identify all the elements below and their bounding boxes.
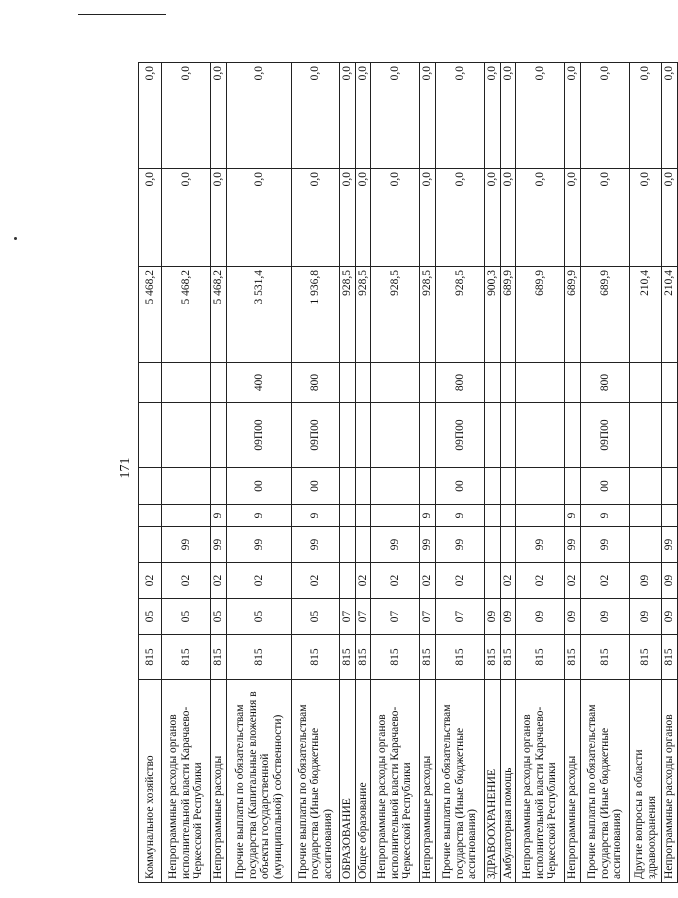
type-code bbox=[516, 363, 565, 403]
grbs-code: 815 bbox=[500, 635, 516, 680]
subsection-code: 02 bbox=[162, 563, 211, 599]
amount-year2: 0,0 bbox=[355, 169, 371, 267]
section-code: 09 bbox=[630, 599, 662, 635]
subprogram-code bbox=[162, 505, 211, 527]
program-code: 99 bbox=[581, 527, 630, 563]
amount-year3: 0,0 bbox=[292, 63, 340, 169]
amount-year3: 0,0 bbox=[436, 63, 485, 169]
type-code bbox=[662, 363, 678, 403]
direction-code bbox=[565, 468, 581, 505]
amount-year3: 0,0 bbox=[581, 63, 630, 169]
expense-code bbox=[340, 403, 356, 468]
subprogram-code bbox=[355, 505, 371, 527]
row-name: Непрограммные расходы органов bbox=[662, 680, 678, 883]
amount-year2: 0,0 bbox=[139, 169, 162, 267]
amount-year3: 0,0 bbox=[371, 63, 420, 169]
table-row bbox=[227, 63, 292, 883]
grbs-code: 815 bbox=[662, 635, 678, 680]
type-code bbox=[565, 363, 581, 403]
expense-code bbox=[500, 403, 516, 468]
subsection-code: 02 bbox=[355, 563, 371, 599]
direction-code bbox=[355, 468, 371, 505]
section-code: 07 bbox=[420, 599, 436, 635]
table-row bbox=[139, 63, 162, 883]
amount-year2: 0,0 bbox=[162, 169, 211, 267]
type-code: 800 bbox=[436, 363, 485, 403]
amount-year2: 0,0 bbox=[485, 169, 501, 267]
row-name: Непрограммные расходы органов исполнительной власти Карачаево-Черкесской Республики bbox=[516, 680, 565, 883]
subsection-code: 02 bbox=[436, 563, 485, 599]
program-code bbox=[630, 527, 662, 563]
page-number: 171 bbox=[118, 457, 133, 479]
amount-year3: 0,0 bbox=[227, 63, 292, 169]
amount-year1: 1 936,8 bbox=[292, 267, 340, 363]
subsection-code: 02 bbox=[211, 563, 227, 599]
subprogram-code: 9 bbox=[227, 505, 292, 527]
subsection-code: 09 bbox=[662, 563, 678, 599]
expense-code: 09П00 bbox=[436, 403, 485, 468]
grbs-code: 815 bbox=[162, 635, 211, 680]
grbs-code: 815 bbox=[211, 635, 227, 680]
program-code bbox=[485, 527, 501, 563]
amount-year3: 0,0 bbox=[485, 63, 501, 169]
row-name: Общее образование bbox=[355, 680, 371, 883]
amount-year1: 928,5 bbox=[371, 267, 420, 363]
table-row bbox=[436, 63, 485, 883]
row-name: Прочие выплаты по обязательствам государства (Иные бюджетные ассигнования) bbox=[581, 680, 630, 883]
amount-year3: 0,0 bbox=[420, 63, 436, 169]
program-code bbox=[500, 527, 516, 563]
program-code: 99 bbox=[292, 527, 340, 563]
amount-year3: 0,0 bbox=[630, 63, 662, 169]
direction-code bbox=[420, 468, 436, 505]
amount-year3: 0,0 bbox=[340, 63, 356, 169]
subprogram-code: 9 bbox=[436, 505, 485, 527]
subprogram-code bbox=[662, 505, 678, 527]
expense-code bbox=[139, 403, 162, 468]
amount-year3: 0,0 bbox=[516, 63, 565, 169]
direction-code bbox=[211, 468, 227, 505]
expense-code: 09П00 bbox=[581, 403, 630, 468]
expense-code bbox=[355, 403, 371, 468]
table-row bbox=[565, 63, 581, 883]
expense-code bbox=[211, 403, 227, 468]
direction-code: 00 bbox=[292, 468, 340, 505]
amount-year1: 689,9 bbox=[565, 267, 581, 363]
budget-table bbox=[138, 62, 678, 883]
type-code bbox=[162, 363, 211, 403]
amount-year3: 0,0 bbox=[211, 63, 227, 169]
type-code bbox=[211, 363, 227, 403]
amount-year1: 3 531,4 bbox=[227, 267, 292, 363]
section-code: 09 bbox=[500, 599, 516, 635]
subsection-code bbox=[485, 563, 501, 599]
expense-code bbox=[565, 403, 581, 468]
row-name: Непрограммные расходы органов исполнительной власти Карачаево-Черкесской Республики bbox=[162, 680, 211, 883]
grbs-code: 815 bbox=[227, 635, 292, 680]
amount-year1: 689,9 bbox=[516, 267, 565, 363]
type-code bbox=[340, 363, 356, 403]
amount-year2: 0,0 bbox=[565, 169, 581, 267]
table-row bbox=[420, 63, 436, 883]
row-name: Амбулаторная помощь bbox=[500, 680, 516, 883]
grbs-code: 815 bbox=[436, 635, 485, 680]
direction-code bbox=[662, 468, 678, 505]
program-code: 99 bbox=[371, 527, 420, 563]
section-code: 05 bbox=[292, 599, 340, 635]
program-code bbox=[340, 527, 356, 563]
type-code bbox=[355, 363, 371, 403]
subprogram-code bbox=[139, 505, 162, 527]
program-code: 99 bbox=[516, 527, 565, 563]
program-code: 99 bbox=[436, 527, 485, 563]
type-code: 800 bbox=[581, 363, 630, 403]
amount-year1: 928,5 bbox=[420, 267, 436, 363]
subprogram-code bbox=[371, 505, 420, 527]
subsection-code: 02 bbox=[371, 563, 420, 599]
program-code: 99 bbox=[211, 527, 227, 563]
grbs-code: 815 bbox=[420, 635, 436, 680]
amount-year2: 0,0 bbox=[292, 169, 340, 267]
row-name: ОБРАЗОВАНИЕ bbox=[340, 680, 356, 883]
section-code: 07 bbox=[340, 599, 356, 635]
subsection-code: 02 bbox=[565, 563, 581, 599]
amount-year2: 0,0 bbox=[211, 169, 227, 267]
section-code: 09 bbox=[662, 599, 678, 635]
amount-year2: 0,0 bbox=[340, 169, 356, 267]
table-row bbox=[630, 63, 662, 883]
amount-year2: 0,0 bbox=[371, 169, 420, 267]
subsection-code: 02 bbox=[581, 563, 630, 599]
grbs-code: 815 bbox=[355, 635, 371, 680]
amount-year1: 5 468,2 bbox=[211, 267, 227, 363]
amount-year1: 900,3 bbox=[485, 267, 501, 363]
grbs-code: 815 bbox=[581, 635, 630, 680]
amount-year3: 0,0 bbox=[355, 63, 371, 169]
section-code: 09 bbox=[565, 599, 581, 635]
subprogram-code: 9 bbox=[211, 505, 227, 527]
program-code bbox=[139, 527, 162, 563]
expense-code bbox=[371, 403, 420, 468]
section-code: 05 bbox=[162, 599, 211, 635]
row-name: Прочие выплаты по обязательствам государства (Иные бюджетные ассигнования) bbox=[436, 680, 485, 883]
subsection-code bbox=[340, 563, 356, 599]
subsection-code: 02 bbox=[227, 563, 292, 599]
subprogram-code: 9 bbox=[292, 505, 340, 527]
type-code bbox=[420, 363, 436, 403]
amount-year3: 0,0 bbox=[139, 63, 162, 169]
grbs-code: 815 bbox=[565, 635, 581, 680]
section-code: 05 bbox=[139, 599, 162, 635]
table-row bbox=[581, 63, 630, 883]
expense-code: 09П00 bbox=[292, 403, 340, 468]
type-code bbox=[485, 363, 501, 403]
program-code bbox=[355, 527, 371, 563]
grbs-code: 815 bbox=[139, 635, 162, 680]
row-name: ЗДРАВООХРАНЕНИЕ bbox=[485, 680, 501, 883]
type-code bbox=[139, 363, 162, 403]
direction-code bbox=[485, 468, 501, 505]
row-name: Непрограммные расходы bbox=[420, 680, 436, 883]
section-code: 09 bbox=[581, 599, 630, 635]
subsection-code: 02 bbox=[500, 563, 516, 599]
direction-code: 00 bbox=[581, 468, 630, 505]
direction-code bbox=[516, 468, 565, 505]
amount-year2: 0,0 bbox=[420, 169, 436, 267]
subprogram-code: 9 bbox=[565, 505, 581, 527]
direction-code: 00 bbox=[227, 468, 292, 505]
row-name: Коммунальное хозяйство bbox=[139, 680, 162, 883]
amount-year1: 210,4 bbox=[662, 267, 678, 363]
amount-year2: 0,0 bbox=[436, 169, 485, 267]
grbs-code: 815 bbox=[371, 635, 420, 680]
table-row bbox=[211, 63, 227, 883]
section-code: 09 bbox=[485, 599, 501, 635]
expense-code bbox=[162, 403, 211, 468]
expense-code bbox=[630, 403, 662, 468]
grbs-code: 815 bbox=[516, 635, 565, 680]
amount-year2: 0,0 bbox=[662, 169, 678, 267]
subsection-code: 02 bbox=[292, 563, 340, 599]
subprogram-code bbox=[500, 505, 516, 527]
amount-year1: 5 468,2 bbox=[139, 267, 162, 363]
direction-code bbox=[630, 468, 662, 505]
type-code: 400 bbox=[227, 363, 292, 403]
direction-code bbox=[500, 468, 516, 505]
section-code: 07 bbox=[371, 599, 420, 635]
amount-year3: 0,0 bbox=[500, 63, 516, 169]
table-row bbox=[340, 63, 356, 883]
type-code bbox=[630, 363, 662, 403]
amount-year3: 0,0 bbox=[162, 63, 211, 169]
grbs-code: 815 bbox=[292, 635, 340, 680]
amount-year1: 928,5 bbox=[340, 267, 356, 363]
row-name: Непрограммные расходы bbox=[211, 680, 227, 883]
budget-table-container bbox=[138, 63, 675, 883]
grbs-code: 815 bbox=[630, 635, 662, 680]
row-name: Непрограммные расходы bbox=[565, 680, 581, 883]
amount-year3: 0,0 bbox=[662, 63, 678, 169]
subprogram-code bbox=[516, 505, 565, 527]
table-row bbox=[292, 63, 340, 883]
amount-year2: 0,0 bbox=[516, 169, 565, 267]
table-row bbox=[355, 63, 371, 883]
table-row bbox=[516, 63, 565, 883]
amount-year1: 5 468,2 bbox=[162, 267, 211, 363]
row-name: Непрограммные расходы органов исполнительной власти Карачаево-Черкесской Республики bbox=[371, 680, 420, 883]
section-code: 07 bbox=[355, 599, 371, 635]
amount-year1: 689,9 bbox=[500, 267, 516, 363]
amount-year2: 0,0 bbox=[581, 169, 630, 267]
direction-code: 00 bbox=[436, 468, 485, 505]
header-rule bbox=[78, 14, 166, 15]
amount-year2: 0,0 bbox=[227, 169, 292, 267]
grbs-code: 815 bbox=[485, 635, 501, 680]
section-code: 07 bbox=[436, 599, 485, 635]
amount-year1: 689,9 bbox=[581, 267, 630, 363]
program-code: 99 bbox=[420, 527, 436, 563]
table-row bbox=[662, 63, 678, 883]
direction-code bbox=[371, 468, 420, 505]
table-row bbox=[371, 63, 420, 883]
amount-year1: 928,5 bbox=[355, 267, 371, 363]
subsection-code: 02 bbox=[139, 563, 162, 599]
expense-code bbox=[516, 403, 565, 468]
subprogram-code bbox=[485, 505, 501, 527]
expense-code bbox=[485, 403, 501, 468]
scan-speck bbox=[14, 237, 17, 240]
expense-code: 09П00 bbox=[227, 403, 292, 468]
direction-code bbox=[340, 468, 356, 505]
program-code: 99 bbox=[662, 527, 678, 563]
row-name: Прочие выплаты по обязательствам государства (Иные бюджетные ассигнования) bbox=[292, 680, 340, 883]
section-code: 05 bbox=[227, 599, 292, 635]
program-code: 99 bbox=[162, 527, 211, 563]
subprogram-code: 9 bbox=[420, 505, 436, 527]
subsection-code: 02 bbox=[516, 563, 565, 599]
table-body bbox=[139, 63, 678, 883]
program-code: 99 bbox=[227, 527, 292, 563]
table-row bbox=[162, 63, 211, 883]
row-name: Другие вопросы в области здравоохранения bbox=[630, 680, 662, 883]
amount-year1: 928,5 bbox=[436, 267, 485, 363]
table-row bbox=[485, 63, 501, 883]
section-code: 09 bbox=[516, 599, 565, 635]
type-code bbox=[371, 363, 420, 403]
section-code: 05 bbox=[211, 599, 227, 635]
subsection-code: 02 bbox=[420, 563, 436, 599]
type-code bbox=[500, 363, 516, 403]
row-name: Прочие выплаты по обязательствам государства (Капитальные вложения в объекты государственной (муниципальной) собственности) bbox=[227, 680, 292, 883]
subsection-code: 09 bbox=[630, 563, 662, 599]
amount-year2: 0,0 bbox=[500, 169, 516, 267]
amount-year1: 210,4 bbox=[630, 267, 662, 363]
direction-code bbox=[162, 468, 211, 505]
amount-year2: 0,0 bbox=[630, 169, 662, 267]
grbs-code: 815 bbox=[340, 635, 356, 680]
type-code: 800 bbox=[292, 363, 340, 403]
table-row bbox=[500, 63, 516, 883]
direction-code bbox=[139, 468, 162, 505]
subprogram-code bbox=[630, 505, 662, 527]
program-code: 99 bbox=[565, 527, 581, 563]
expense-code bbox=[662, 403, 678, 468]
expense-code bbox=[420, 403, 436, 468]
amount-year3: 0,0 bbox=[565, 63, 581, 169]
subprogram-code: 9 bbox=[581, 505, 630, 527]
subprogram-code bbox=[340, 505, 356, 527]
